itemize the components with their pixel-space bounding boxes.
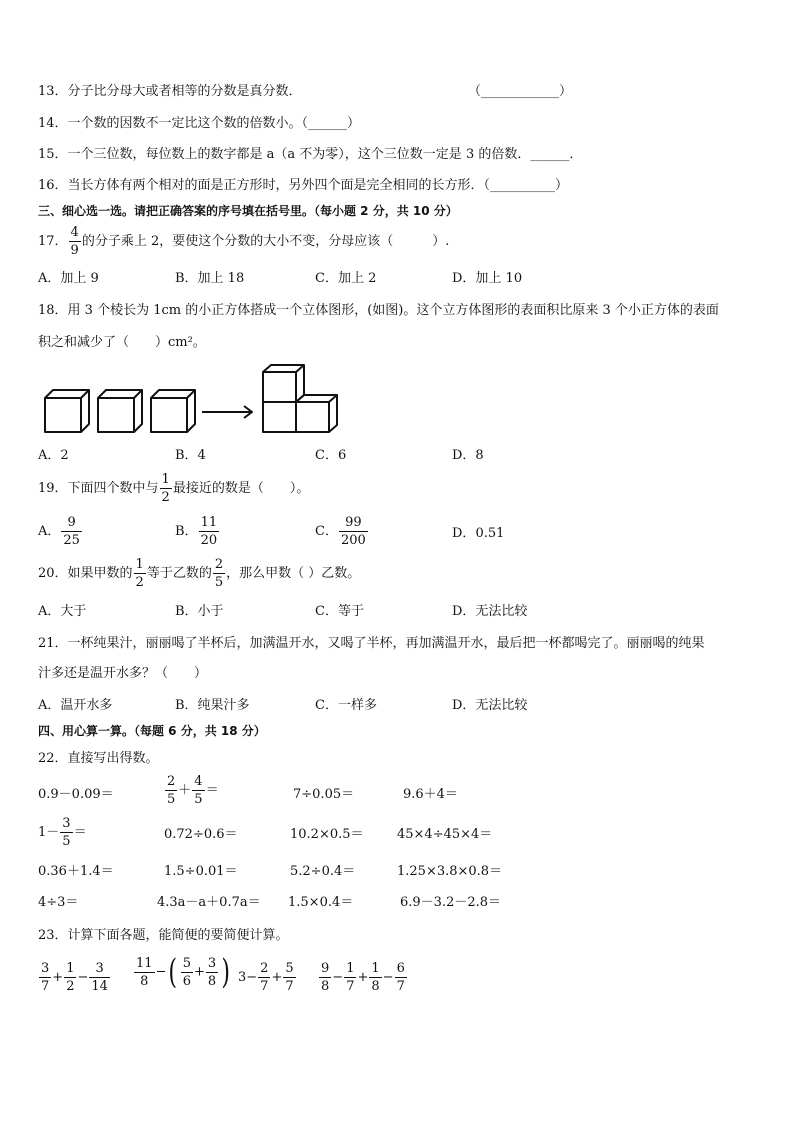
q13-answer-blank[interactable]: （____________） <box>468 84 573 99</box>
cube-3 <box>151 390 195 432</box>
q18-option-c[interactable]: C．6 <box>315 448 347 463</box>
q22-r3-c: 5.2÷0.4＝ <box>290 864 356 879</box>
q22-r4-d: 6.9－3.2－2.8＝ <box>400 895 502 910</box>
q23-expr-3: 3− $\frac{2}{7}$ + $\frac{5}{7}$ <box>238 961 294 994</box>
q20-option-d[interactable]: D．无法比较 <box>452 604 528 619</box>
q14-text: 14．一个数的因数不一定比这个数的倍数小。（______） <box>38 116 361 131</box>
q22-r2-d: 45×4÷45×4＝ <box>397 827 493 842</box>
q23-expr-1: $\frac{3}{7}$ + $\frac{1}{2}$ − $\frac{3}{14}$ <box>41 961 108 994</box>
q17-option-a[interactable]: A．加上 9 <box>38 271 99 286</box>
q22-r3-a: 0.36＋1.4＝ <box>38 864 114 879</box>
q22-r1-a: 0.9－0.09＝ <box>38 787 114 802</box>
q21-option-a[interactable]: A．温开水多 <box>38 698 113 713</box>
cube-2 <box>98 390 142 432</box>
q22-r1-d: 9.6＋4＝ <box>403 787 458 802</box>
q22-r1-b: $\frac{2}{5}$ ＋ $\frac{4}{5}$ ＝ <box>167 774 219 807</box>
q17-fraction: $\frac{4}{9}$ <box>70 225 79 258</box>
q22-r4-b: 4.3a－a＋0.7a＝ <box>157 895 261 910</box>
q21-option-b[interactable]: B．纯果汁多 <box>175 698 250 713</box>
q22-r4-c: 1.5×0.4＝ <box>288 895 354 910</box>
q19-option-a[interactable]: A． $\frac{9}{25}$ <box>38 515 80 548</box>
q22-title: 22．直接写出得数。 <box>38 751 159 766</box>
cube-1 <box>45 390 89 432</box>
q18-cubes-figure <box>40 360 340 438</box>
q23-expr-2: $\frac{11}{8}$ −( $\frac{5}{6}$ + $\frac{3}{8}$ ) <box>136 952 231 992</box>
section-4-heading: 四、用心算一算。（每题 6 分，共 18 分） <box>38 724 266 738</box>
q21-line2: 汁多还是温开水多？（ ） <box>38 666 208 681</box>
section-3-heading: 三、细心选一选。请把正确答案的序号填在括号里。（每小题 2 分，共 10 分） <box>38 204 458 218</box>
q17-option-d[interactable]: D．加上 10 <box>452 271 523 286</box>
q18-option-d[interactable]: D．8 <box>452 448 484 463</box>
q18-option-b[interactable]: B．4 <box>175 448 206 463</box>
q22-r2-c: 10.2×0.5＝ <box>290 827 364 842</box>
q22-r3-d: 1.25×3.8×0.8＝ <box>397 864 503 879</box>
q23-expr-4: $\frac{9}{8}$ − $\frac{1}{7}$ + $\frac{1}{8}$ − $\frac{6}{7}$ <box>321 961 405 994</box>
q18-line2: 积之和减少了（ ）cm²。 <box>38 335 206 350</box>
q20-option-a[interactable]: A．大于 <box>38 604 87 619</box>
q20-option-b[interactable]: B．小于 <box>175 604 224 619</box>
q22-r4-a: 4÷3＝ <box>38 895 79 910</box>
q22-r1-c: 7÷0.05＝ <box>293 787 355 802</box>
q18-line1: 18．用 3 个棱长为 1cm 的小正方体搭成一个立体图形，(如图)。这个立方体图形的表面积比原来 3 个小正方体的表面 <box>38 303 719 318</box>
q15-text: 15．一个三位数，每位数上的数字都是 a（a 不为零），这个三位数一定是 3 的倍数．______． <box>38 147 583 162</box>
q19-fraction: $\frac{1}{2}$ <box>161 472 170 505</box>
q20-option-c[interactable]: C．等于 <box>315 604 364 619</box>
q13-text: 13．分子比分母大或者相等的分数是真分数． <box>38 84 302 99</box>
q19-option-c[interactable]: C． $\frac{99}{200}$ <box>315 515 366 548</box>
q19-option-d[interactable]: D．0.51 <box>452 526 505 541</box>
q19-option-b[interactable]: B． $\frac{11}{20}$ <box>175 515 218 548</box>
q21-line1: 21．一杯纯果汁，丽丽喝了半杯后，加满温开水，又喝了半杯，再加满温开水，最后把一杯都喝完了。丽丽喝的纯果 <box>38 636 705 651</box>
q19-stem: 19．下面四个数中与 $\frac{1}{2}$ 最接近的数是（ ）。 <box>38 472 310 505</box>
q20-stem: 20．如果甲数的 $\frac{1}{2}$ 等于乙数的 $\frac{2}{5}$ ，那么甲数（ ）乙数。 <box>38 557 361 590</box>
q22-r2-a: 1－ $\frac{3}{5}$ ＝ <box>38 816 87 849</box>
q17-option-c[interactable]: C．加上 2 <box>315 271 377 286</box>
q23-title: 23．计算下面各题，能简便的要简便计算。 <box>38 928 289 943</box>
q21-option-c[interactable]: C．一样多 <box>315 698 377 713</box>
q16-text: 16．当长方体有两个相对的面是正方形时，另外四个面是完全相同的长方形．（__________） <box>38 178 569 193</box>
q17-option-b[interactable]: B．加上 18 <box>175 271 245 286</box>
q18-option-a[interactable]: A．2 <box>38 448 69 463</box>
arrow-icon <box>202 406 252 418</box>
q22-r3-b: 1.5÷0.01＝ <box>164 864 238 879</box>
q17-stem: 17． $\frac{4}{9}$ 的分子乘上 2，要使这个分数的大小不变，分母应该（ ）. <box>38 225 450 258</box>
q21-option-d[interactable]: D．无法比较 <box>452 698 528 713</box>
combined-solid <box>263 365 337 432</box>
q22-r2-b: 0.72÷0.6＝ <box>164 827 238 842</box>
